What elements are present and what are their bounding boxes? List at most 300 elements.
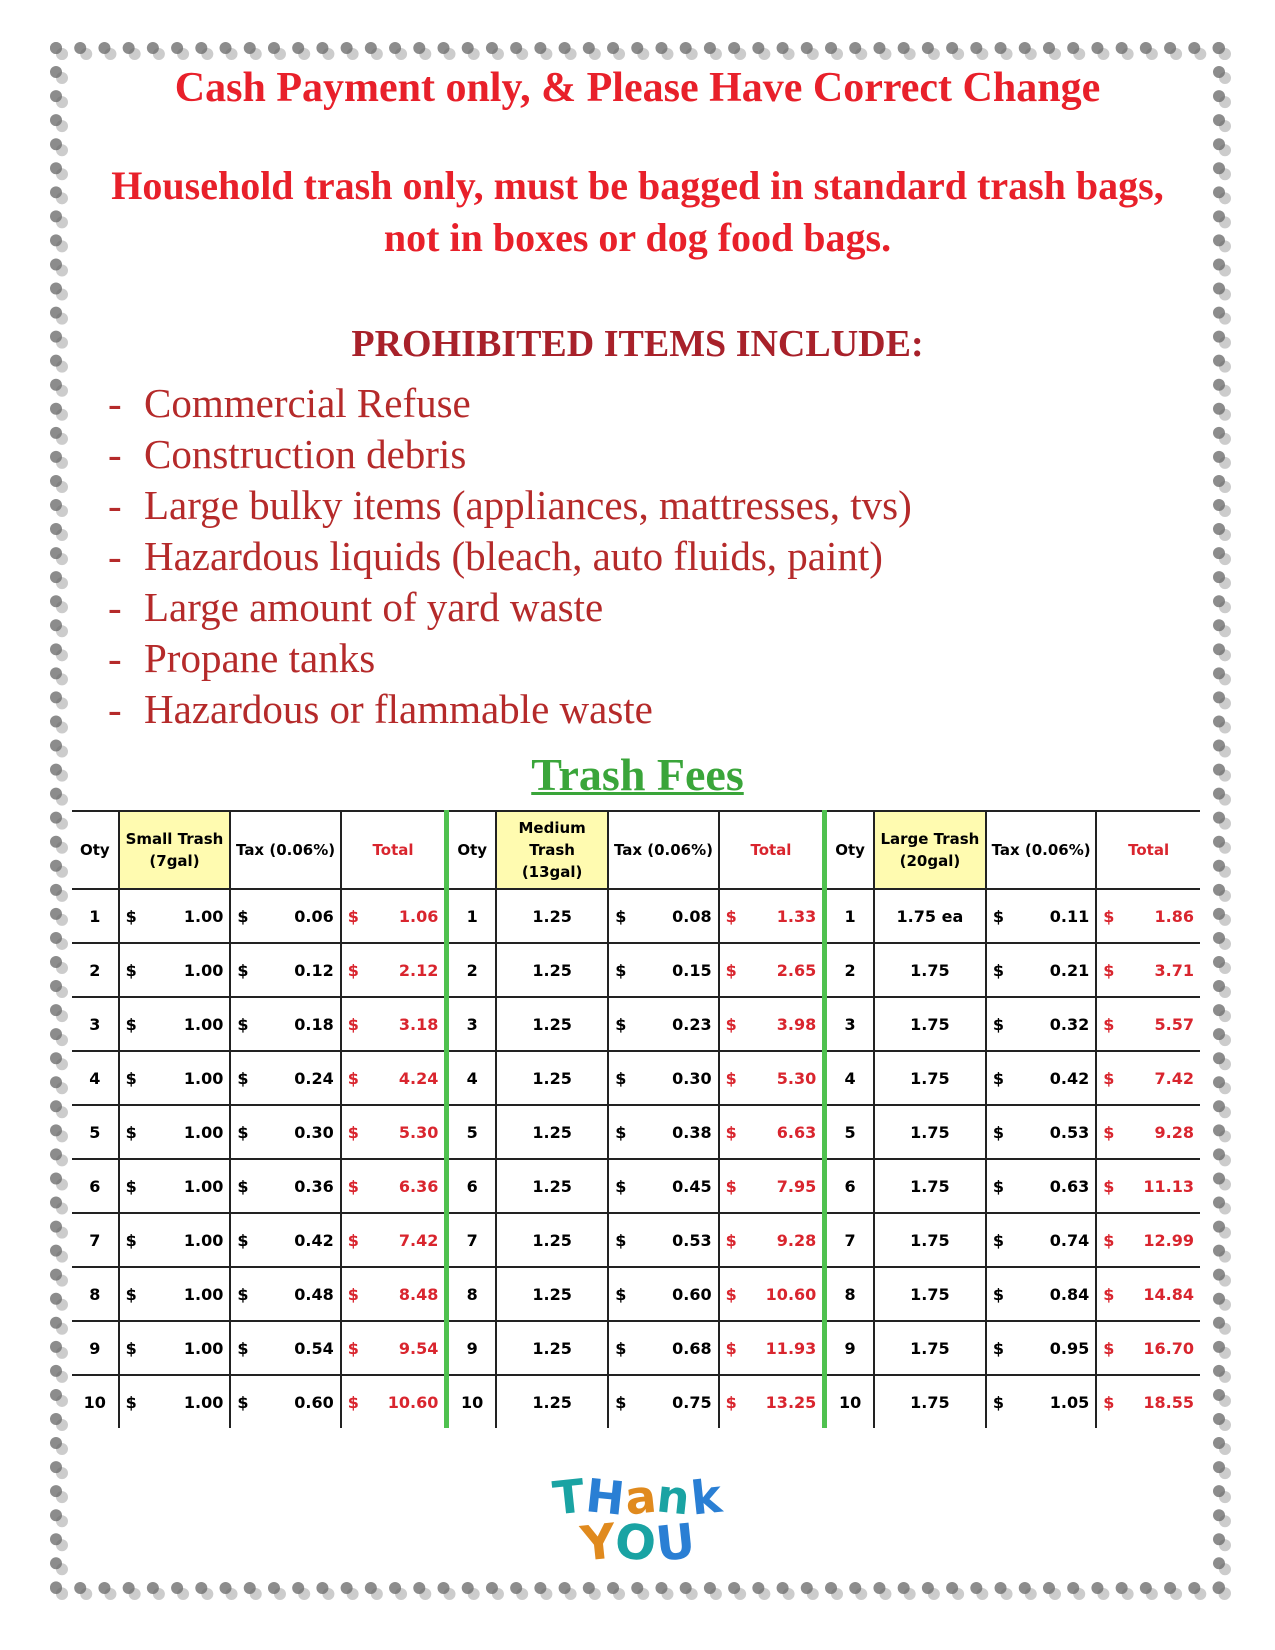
currency-symbol: $ (237, 1392, 249, 1412)
qty-cell: 10 (825, 1375, 874, 1428)
currency-symbol: $ (725, 1122, 737, 1142)
currency-symbol: $ (992, 1014, 1005, 1034)
medium-total-cell (719, 1267, 825, 1321)
amount: 0.63 (1049, 1176, 1090, 1196)
qty-cell: 8 (72, 1267, 119, 1321)
small-price-cell (119, 1267, 231, 1321)
qty-cell: 3 (825, 997, 874, 1051)
large-price-cell: 1.75 (874, 943, 986, 997)
amount: 0.74 (1049, 1230, 1090, 1250)
medium-price-cell: 1.25 (496, 889, 608, 943)
qty-cell: 3 (447, 997, 496, 1051)
qty-cell: 6 (72, 1159, 119, 1213)
col-qty: Oty (447, 811, 496, 889)
small-tax-cell (230, 1267, 340, 1321)
amount: 9.28 (1154, 1122, 1194, 1142)
table-row (72, 1105, 1200, 1159)
qty-cell: 2 (447, 943, 496, 997)
amount: 8.48 (398, 1284, 439, 1304)
amount: 11.13 (1143, 1176, 1194, 1196)
thank-you-line1 (548, 1468, 728, 1526)
amount: 7.95 (776, 1176, 817, 1196)
logo-letter: a (622, 1468, 661, 1526)
amount: 6.36 (398, 1176, 439, 1196)
currency-symbol: $ (237, 1338, 249, 1358)
currency-symbol: $ (615, 1284, 627, 1304)
amount: 0.53 (672, 1230, 712, 1250)
large-tax-cell (986, 943, 1096, 997)
large-price-cell: 1.75 (874, 1051, 986, 1105)
logo-letter: n (654, 1468, 694, 1526)
large-price-cell: 1.75 (874, 1105, 986, 1159)
amount: 14.84 (1143, 1284, 1194, 1304)
currency-symbol: $ (347, 960, 359, 980)
qty-cell: 8 (825, 1267, 874, 1321)
small-tax-cell (230, 1375, 340, 1428)
medium-total-cell (719, 889, 825, 943)
currency-symbol: $ (347, 1230, 359, 1250)
amount: 0.21 (1049, 960, 1090, 980)
currency-symbol: $ (347, 1392, 359, 1412)
currency-symbol: $ (125, 1122, 137, 1142)
small-tax-cell (230, 1051, 340, 1105)
amount: 1.00 (183, 1392, 224, 1412)
currency-symbol: $ (237, 906, 249, 926)
small-total-cell (341, 1159, 447, 1213)
col-medium-total: Total (719, 811, 825, 889)
amount: 0.30 (672, 1068, 712, 1088)
list-item: - Construction debris (108, 431, 467, 477)
qty-cell: 9 (825, 1321, 874, 1375)
prohibited-list (108, 378, 912, 735)
currency-symbol: $ (615, 906, 627, 926)
medium-tax-cell (608, 1213, 718, 1267)
currency-symbol: $ (125, 1338, 137, 1358)
logo-letter: H (583, 1468, 628, 1526)
large-tax-cell (986, 1267, 1096, 1321)
amount: 1.86 (1154, 906, 1194, 926)
medium-price-cell: 1.25 (496, 1051, 608, 1105)
amount: 0.11 (1049, 906, 1090, 926)
qty-cell: 6 (447, 1159, 496, 1213)
qty-cell: 8 (447, 1267, 496, 1321)
medium-total-cell (719, 1051, 825, 1105)
list-item: - Commercial Refuse (108, 380, 471, 426)
amount: 0.12 (294, 960, 334, 980)
amount: 0.32 (1049, 1014, 1090, 1034)
currency-symbol: $ (615, 1014, 627, 1034)
medium-total-cell (719, 1321, 825, 1375)
large-price-cell: 1.75 (874, 1267, 986, 1321)
medium-tax-cell (608, 1375, 718, 1428)
amount: 13.25 (765, 1392, 817, 1412)
large-tax-cell (986, 1213, 1096, 1267)
currency-symbol: $ (1103, 1122, 1115, 1142)
currency-symbol: $ (125, 960, 137, 980)
small-tax-cell (230, 1105, 340, 1159)
amount: 1.00 (183, 960, 224, 980)
currency-symbol: $ (992, 1338, 1005, 1358)
fee-rows (72, 889, 1200, 1428)
large-total-cell (1096, 1375, 1200, 1428)
qty-cell: 9 (447, 1321, 496, 1375)
qty-cell: 10 (72, 1375, 119, 1428)
amount: 0.36 (294, 1176, 334, 1196)
currency-symbol: $ (725, 1338, 737, 1358)
amount: 0.68 (672, 1338, 712, 1358)
col-qty: Oty (72, 811, 119, 889)
medium-tax-cell (608, 1321, 718, 1375)
amount: 0.95 (1049, 1338, 1090, 1358)
prohibited-heading: PROHIBITED ITEMS INCLUDE: (351, 323, 924, 365)
currency-symbol: $ (725, 1176, 737, 1196)
currency-symbol: $ (615, 1176, 627, 1196)
amount: 18.55 (1143, 1392, 1194, 1412)
qty-cell: 1 (72, 889, 119, 943)
small-price-cell (119, 943, 231, 997)
large-total-cell (1096, 1213, 1200, 1267)
small-total-cell (341, 1213, 447, 1267)
small-tax-cell (230, 1321, 340, 1375)
amount: 0.30 (294, 1122, 334, 1142)
medium-tax-cell (608, 1159, 718, 1213)
currency-symbol: $ (125, 1284, 137, 1304)
currency-symbol: $ (725, 1392, 737, 1412)
qty-cell: 4 (72, 1051, 119, 1105)
small-total-cell (341, 1375, 447, 1428)
small-tax-cell (230, 997, 340, 1051)
currency-symbol: $ (1103, 1392, 1115, 1412)
medium-total-cell (719, 1213, 825, 1267)
qty-cell: 7 (447, 1213, 496, 1267)
medium-price-cell: 1.25 (496, 997, 608, 1051)
table-row (72, 943, 1200, 997)
small-tax-cell (230, 943, 340, 997)
amount: 0.08 (672, 906, 712, 926)
currency-symbol: $ (992, 1230, 1005, 1250)
qty-cell: 5 (447, 1105, 496, 1159)
large-total-cell (1096, 1267, 1200, 1321)
col-medium-tax: Tax (0.06%) (608, 811, 718, 889)
amount: 0.53 (1049, 1122, 1090, 1142)
currency-symbol: $ (237, 1230, 249, 1250)
col-large-total: Total (1096, 811, 1200, 889)
col-small-total: Total (341, 811, 447, 889)
currency-symbol: $ (992, 1284, 1005, 1304)
currency-symbol: $ (347, 1014, 359, 1034)
currency-symbol: $ (1103, 1284, 1115, 1304)
currency-symbol: $ (992, 1392, 1005, 1412)
amount: 2.65 (776, 960, 817, 980)
currency-symbol: $ (347, 1284, 359, 1304)
small-price-cell (119, 1051, 231, 1105)
amount: 1.06 (398, 906, 439, 926)
amount: 0.42 (294, 1230, 334, 1250)
amount: 1.00 (183, 1122, 224, 1142)
table-row (72, 1159, 1200, 1213)
currency-symbol: $ (615, 1122, 627, 1142)
qty-cell: 5 (72, 1105, 119, 1159)
amount: 1.05 (1049, 1392, 1090, 1412)
currency-symbol: $ (1103, 1068, 1115, 1088)
qty-cell: 9 (72, 1321, 119, 1375)
amount: 7.42 (398, 1230, 439, 1250)
amount: 1.00 (183, 1068, 224, 1088)
small-total-cell (341, 889, 447, 943)
currency-symbol: $ (725, 906, 737, 926)
table-row (72, 1267, 1200, 1321)
amount: 0.48 (294, 1284, 334, 1304)
small-total-cell (341, 1051, 447, 1105)
table-row (72, 1213, 1200, 1267)
medium-price-cell: 1.25 (496, 1267, 608, 1321)
small-tax-cell (230, 889, 340, 943)
large-price-cell: 1.75 ea (874, 889, 986, 943)
large-total-cell (1096, 1159, 1200, 1213)
col-medium-trash: Medium Trash (13gal) (496, 811, 608, 889)
currency-symbol: $ (725, 1068, 737, 1088)
amount: 0.84 (1049, 1284, 1090, 1304)
amount: 1.00 (183, 1014, 224, 1034)
medium-price-cell: 1.25 (496, 1105, 608, 1159)
table-row (72, 1051, 1200, 1105)
amount: 0.75 (672, 1392, 712, 1412)
large-total-cell (1096, 889, 1200, 943)
amount: 1.00 (183, 1284, 224, 1304)
small-price-cell (119, 1159, 231, 1213)
large-tax-cell (986, 889, 1096, 943)
qty-cell: 10 (447, 1375, 496, 1428)
fees-title: Trash Fees (531, 749, 744, 800)
medium-total-cell (719, 943, 825, 997)
large-tax-cell (986, 997, 1096, 1051)
amount: 1.00 (183, 1338, 224, 1358)
currency-symbol: $ (1103, 1176, 1115, 1196)
logo-letter: O (612, 1513, 660, 1573)
currency-symbol: $ (992, 1122, 1005, 1142)
currency-symbol: $ (725, 1014, 737, 1034)
small-price-cell (119, 1375, 231, 1428)
large-total-cell (1096, 943, 1200, 997)
payment-notice: Cash Payment only, & Please Have Correct Change (174, 65, 1101, 111)
thank-you-logo (548, 1468, 728, 1573)
qty-cell: 7 (825, 1213, 874, 1267)
currency-symbol: $ (237, 1014, 249, 1034)
medium-tax-cell (608, 997, 718, 1051)
small-tax-cell (230, 1213, 340, 1267)
amount: 7.42 (1154, 1068, 1194, 1088)
qty-cell: 1 (447, 889, 496, 943)
list-item: - Hazardous liquids (bleach, auto fluids, paint) (108, 533, 883, 579)
currency-symbol: $ (237, 1176, 249, 1196)
currency-symbol: $ (237, 1122, 249, 1142)
large-total-cell (1096, 997, 1200, 1051)
amount: 11.93 (765, 1338, 817, 1358)
logo-letter: U (653, 1513, 699, 1573)
small-price-cell (119, 1213, 231, 1267)
small-total-cell (341, 1321, 447, 1375)
amount: 10.60 (387, 1392, 439, 1412)
amount: 3.98 (776, 1014, 817, 1034)
currency-symbol: $ (615, 1068, 627, 1088)
medium-tax-cell (608, 943, 718, 997)
fees-table (72, 810, 1200, 1428)
medium-total-cell (719, 1159, 825, 1213)
currency-symbol: $ (125, 1014, 137, 1034)
currency-symbol: $ (125, 906, 137, 926)
currency-symbol: $ (992, 906, 1005, 926)
large-price-cell: 1.75 (874, 1213, 986, 1267)
medium-tax-cell (608, 1051, 718, 1105)
amount: 16.70 (1143, 1338, 1194, 1358)
currency-symbol: $ (615, 1338, 627, 1358)
currency-symbol: $ (347, 1338, 359, 1358)
currency-symbol: $ (237, 1068, 249, 1088)
amount: 0.06 (294, 906, 334, 926)
currency-symbol: $ (615, 1392, 627, 1412)
amount: 9.54 (398, 1338, 439, 1358)
medium-price-cell: 1.25 (496, 1375, 608, 1428)
small-price-cell (119, 889, 231, 943)
qty-cell: 1 (825, 889, 874, 943)
large-total-cell (1096, 1105, 1200, 1159)
qty-cell: 4 (825, 1051, 874, 1105)
large-tax-cell (986, 1375, 1096, 1428)
amount: 10.60 (765, 1284, 817, 1304)
currency-symbol: $ (237, 1284, 249, 1304)
amount: 6.63 (776, 1122, 817, 1142)
logo-letter: Y (577, 1513, 619, 1573)
currency-symbol: $ (237, 960, 249, 980)
medium-tax-cell (608, 889, 718, 943)
table-row (72, 997, 1200, 1051)
list-item: - Large bulky items (appliances, mattresses, tvs) (108, 482, 912, 528)
amount: 0.24 (294, 1068, 334, 1088)
amount: 0.45 (672, 1176, 712, 1196)
small-total-cell (341, 1105, 447, 1159)
small-tax-cell (230, 1159, 340, 1213)
table-row (72, 1321, 1200, 1375)
currency-symbol: $ (347, 906, 359, 926)
qty-cell: 5 (825, 1105, 874, 1159)
list-item: - Propane tanks (108, 635, 376, 681)
amount: 0.38 (672, 1122, 712, 1142)
currency-symbol: $ (992, 960, 1005, 980)
amount: 1.00 (183, 1176, 224, 1196)
medium-price-cell: 1.25 (496, 1213, 608, 1267)
amount: 0.60 (672, 1284, 712, 1304)
currency-symbol: $ (1103, 906, 1115, 926)
currency-symbol: $ (125, 1392, 137, 1412)
currency-symbol: $ (725, 960, 737, 980)
qty-cell: 2 (72, 943, 119, 997)
amount: 1.00 (183, 906, 224, 926)
large-tax-cell (986, 1321, 1096, 1375)
amount: 2.12 (398, 960, 439, 980)
amount: 0.18 (294, 1014, 334, 1034)
logo-letter: T (550, 1468, 589, 1526)
currency-symbol: $ (347, 1068, 359, 1088)
currency-symbol: $ (615, 960, 627, 980)
qty-cell: 7 (72, 1213, 119, 1267)
currency-symbol: $ (1103, 960, 1115, 980)
currency-symbol: $ (615, 1230, 627, 1250)
large-price-cell: 1.75 (874, 1375, 986, 1428)
currency-symbol: $ (125, 1068, 137, 1088)
qty-cell: 4 (447, 1051, 496, 1105)
large-price-cell: 1.75 (874, 1321, 986, 1375)
small-price-cell (119, 1105, 231, 1159)
qty-cell: 3 (72, 997, 119, 1051)
amount: 0.15 (672, 960, 712, 980)
large-total-cell (1096, 1321, 1200, 1375)
amount: 12.99 (1143, 1230, 1194, 1250)
col-qty: Oty (825, 811, 874, 889)
medium-total-cell (719, 997, 825, 1051)
large-price-cell: 1.75 (874, 1159, 986, 1213)
small-total-cell (341, 1267, 447, 1321)
currency-symbol: $ (992, 1068, 1005, 1088)
table-header-row (72, 811, 1200, 889)
amount: 3.18 (398, 1014, 439, 1034)
qty-cell: 2 (825, 943, 874, 997)
amount: 0.23 (672, 1014, 712, 1034)
col-small-tax: Tax (0.06%) (230, 811, 340, 889)
table-row (72, 1375, 1200, 1428)
large-total-cell (1096, 1051, 1200, 1105)
currency-symbol: $ (125, 1230, 137, 1250)
large-price-cell: 1.75 (874, 997, 986, 1051)
medium-total-cell (719, 1105, 825, 1159)
logo-letter: k (688, 1468, 726, 1526)
medium-price-cell: 1.25 (496, 1321, 608, 1375)
col-large-trash: Large Trash (20gal) (874, 811, 986, 889)
amount: 5.57 (1154, 1014, 1194, 1034)
amount: 9.28 (776, 1230, 817, 1250)
small-price-cell (119, 997, 231, 1051)
table-row (72, 889, 1200, 943)
medium-total-cell (719, 1375, 825, 1428)
small-total-cell (341, 997, 447, 1051)
currency-symbol: $ (347, 1176, 359, 1196)
qty-cell: 6 (825, 1159, 874, 1213)
currency-symbol: $ (1103, 1230, 1115, 1250)
medium-price-cell: 1.25 (496, 1159, 608, 1213)
currency-symbol: $ (125, 1176, 137, 1196)
currency-symbol: $ (1103, 1014, 1115, 1034)
list-item: - Hazardous or flammable waste (108, 686, 653, 732)
amount: 1.33 (776, 906, 817, 926)
amount: 5.30 (776, 1068, 817, 1088)
large-tax-cell (986, 1159, 1096, 1213)
amount: 4.24 (398, 1068, 439, 1088)
medium-price-cell: 1.25 (496, 943, 608, 997)
large-tax-cell (986, 1105, 1096, 1159)
currency-symbol: $ (992, 1176, 1005, 1196)
small-price-cell (119, 1321, 231, 1375)
bagging-notice: Household trash only, must be bagged in standard trash bags, not in boxes or dog food bags. (111, 163, 1164, 260)
amount: 0.60 (294, 1392, 334, 1412)
amount: 5.30 (398, 1122, 439, 1142)
amount: 0.42 (1049, 1068, 1090, 1088)
large-tax-cell (986, 1051, 1096, 1105)
list-item: - Large amount of yard waste (108, 584, 604, 630)
amount: 0.54 (294, 1338, 334, 1358)
col-small-trash: Small Trash (7gal) (119, 811, 231, 889)
currency-symbol: $ (1103, 1338, 1115, 1358)
medium-tax-cell (608, 1267, 718, 1321)
thank-you-line2 (548, 1513, 728, 1573)
